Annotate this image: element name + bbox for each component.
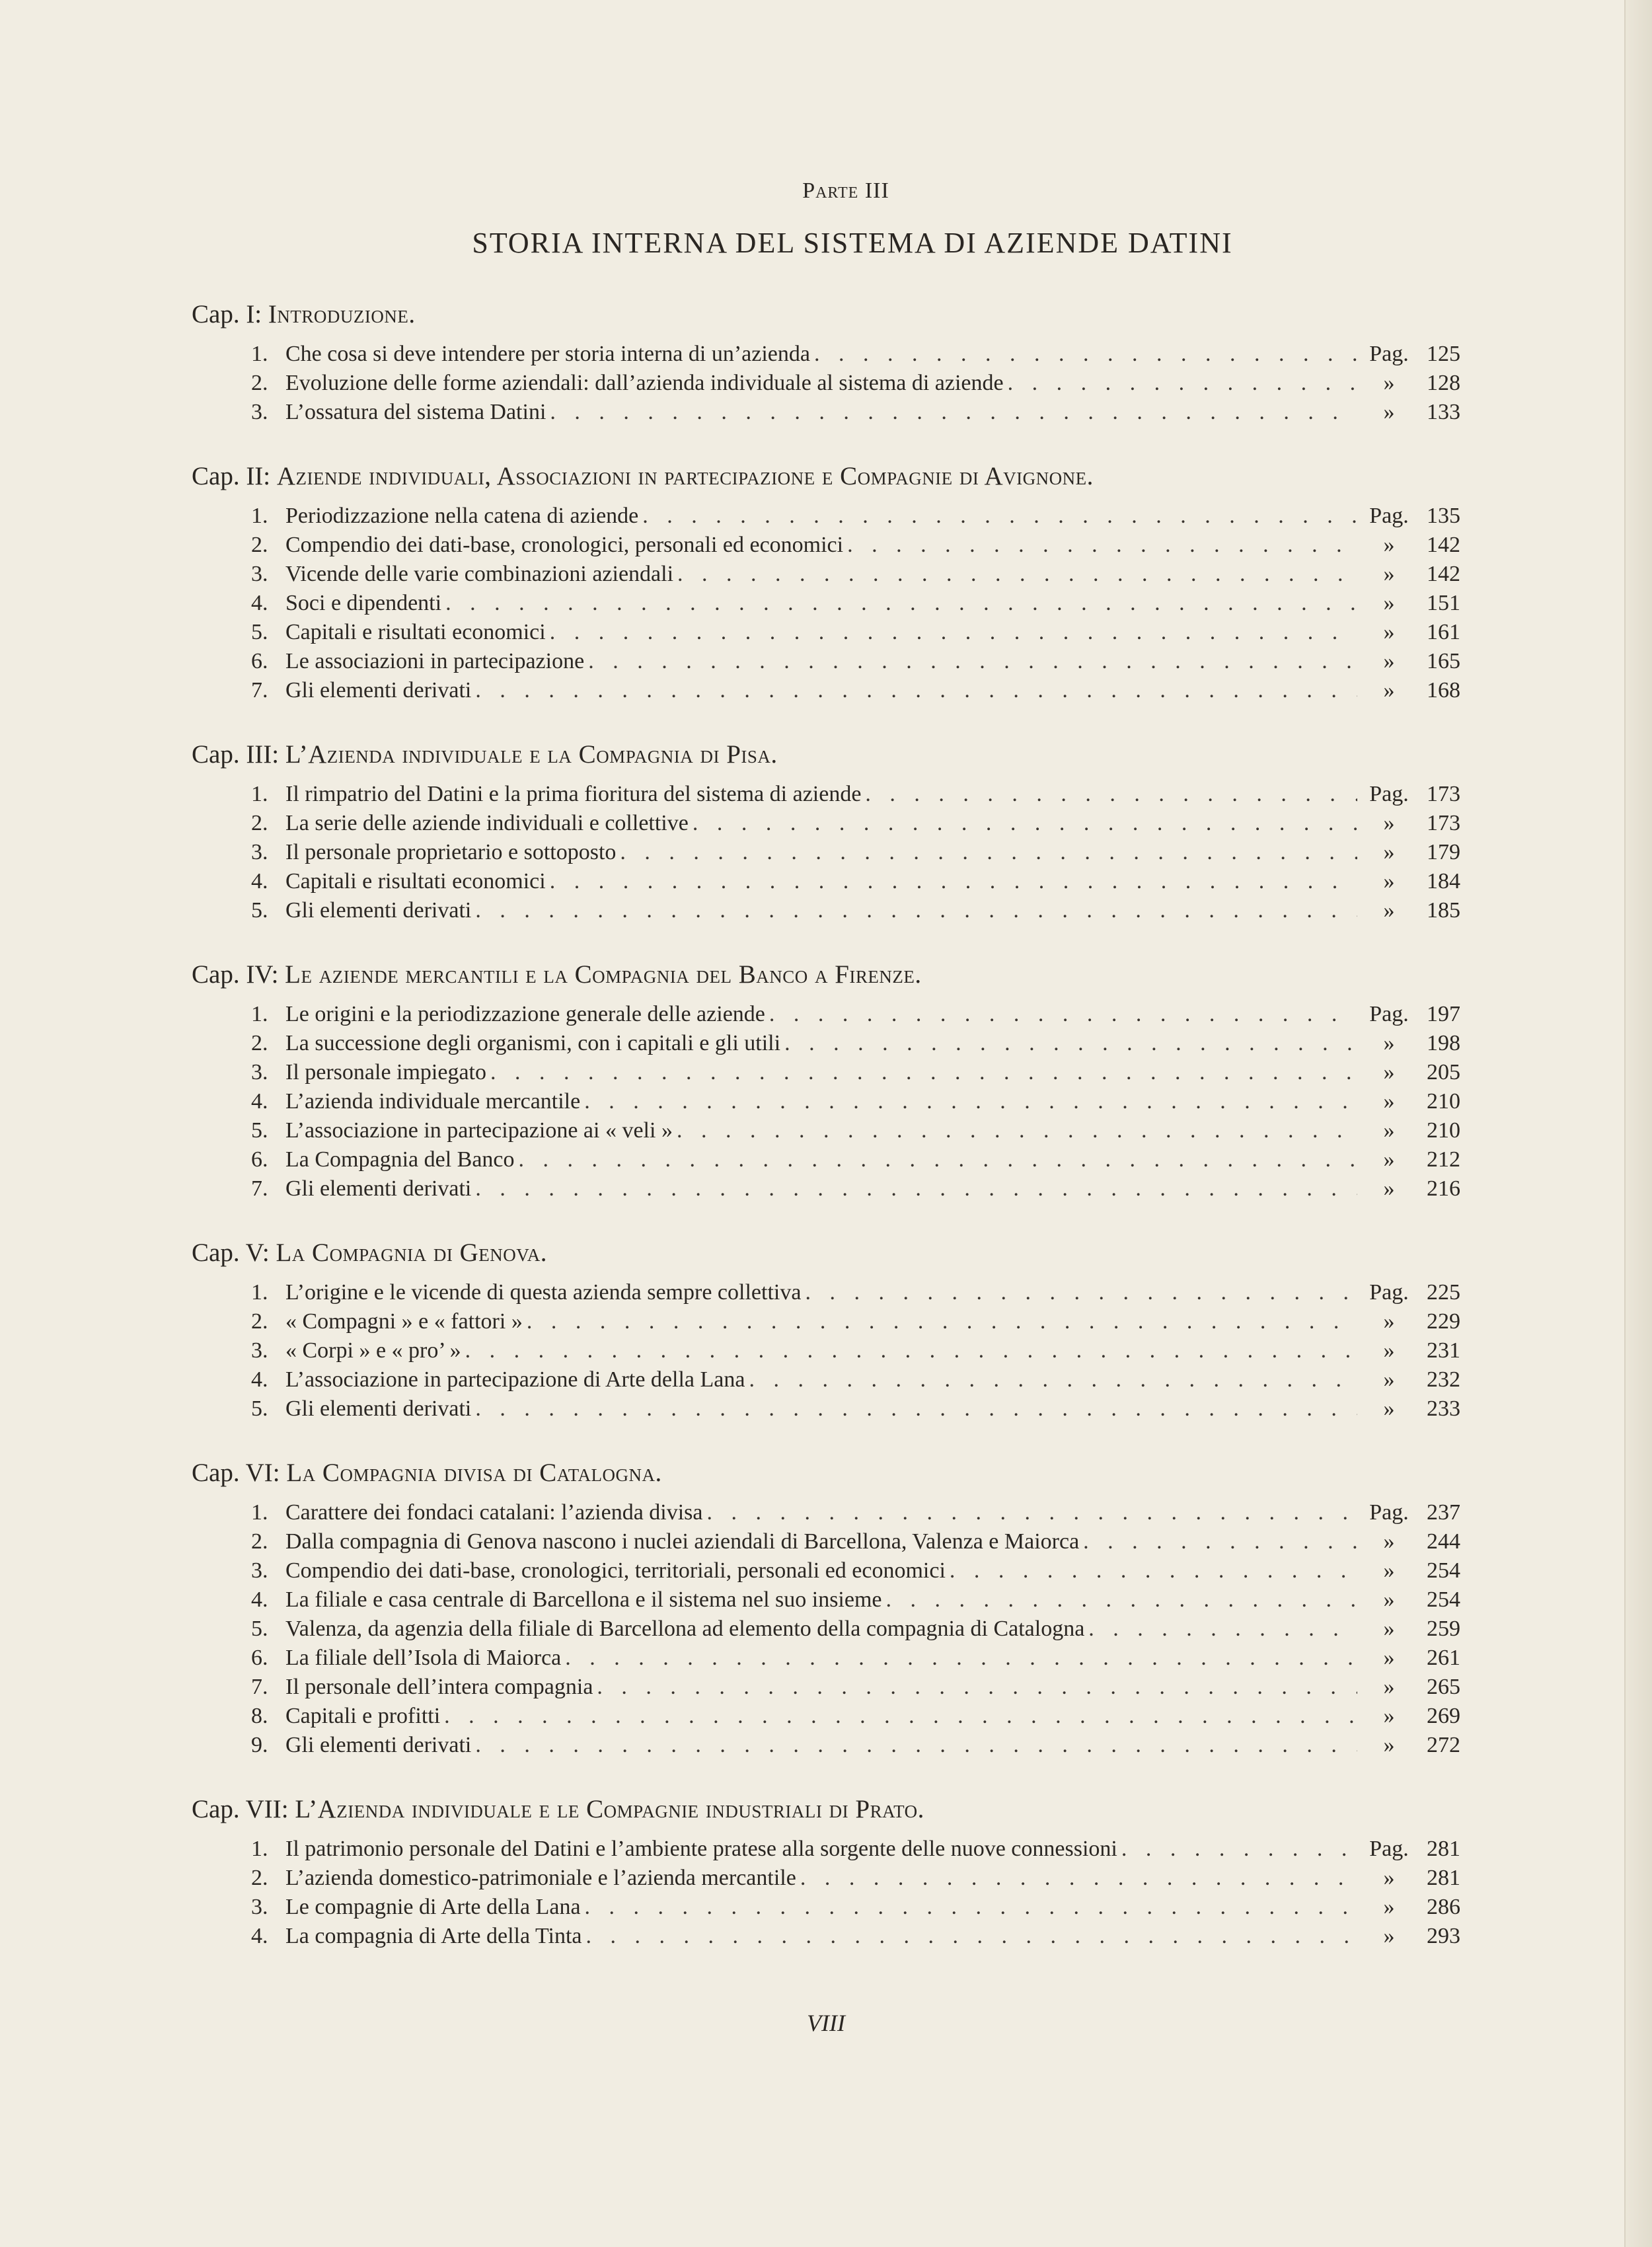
toc-entry [192,1644,1460,1673]
toc-entry [192,1365,1460,1394]
page-number-ref: 205 [1427,1060,1460,1085]
entry-number: 5. [251,898,268,923]
page-number-ref: 232 [1427,1367,1460,1392]
page-label: » [1383,371,1395,395]
entry-number: 2. [251,1309,268,1334]
entry-number: 3. [251,562,268,586]
page-label: » [1383,1529,1395,1554]
page-number-ref: 281 [1427,1837,1460,1861]
chapter-section [192,1238,1460,1424]
dot-leader [886,1585,1357,1615]
dot-leader [950,1556,1357,1585]
toc-entry [192,1498,1460,1527]
page-number-ref: 259 [1427,1617,1460,1641]
dot-leader [769,1000,1357,1029]
page-label: » [1383,1147,1395,1172]
page-label: » [1383,1675,1395,1699]
page-label: Pag. [1369,1837,1409,1861]
entry-number: 2. [251,1866,268,1890]
entry-number: 4. [251,1587,268,1612]
entry-number: 4. [251,1089,268,1114]
toc-entry [192,809,1460,838]
page-label: » [1383,678,1395,703]
entry-number: 6. [251,649,268,673]
chapter-number: Cap. IV: [192,960,279,989]
page-label: » [1383,533,1395,557]
page-label: » [1383,1176,1395,1201]
page-label: Pag. [1369,1500,1409,1525]
entry-title: Il patrimonio personale del Datini e l’ambiente pratese alla sorgente delle nuove connessioni [285,1837,1117,1861]
dot-leader [475,896,1357,925]
chapter-number: Cap. II: [192,462,271,490]
dot-leader [1008,369,1357,398]
chapter-list [192,299,1460,1951]
page-number-ref: 272 [1427,1733,1460,1757]
entry-number: 3. [251,840,268,864]
page-number-ref: 142 [1427,562,1460,586]
page-label: Pag. [1369,1280,1409,1305]
toc-entry [192,867,1460,896]
page-label: » [1383,1733,1395,1757]
dot-leader [805,1278,1357,1307]
toc-entry [192,1702,1460,1731]
entry-number: 2. [251,371,268,395]
table-of-contents [192,178,1460,1951]
page-number-ref: 168 [1427,678,1460,703]
page-number-ref: 244 [1427,1529,1460,1554]
chapter-heading [192,1238,1460,1268]
page-label: » [1383,1924,1395,1948]
entry-title: L’azienda domestico-patrimoniale e l’azienda mercantile [285,1866,796,1890]
chapter-section [192,1458,1460,1760]
dot-leader [586,1922,1357,1951]
entry-title: Capitali e profitti [285,1704,441,1728]
toc-entry [192,369,1460,398]
entry-title: Gli elementi derivati [285,1733,472,1757]
toc-entry [192,1174,1460,1203]
chapter-heading [192,1458,1460,1488]
toc-entry [192,589,1460,618]
entry-title: Dalla compagnia di Genova nascono i nuclei aziendali di Barcellona, Valenza e Maiorca [285,1529,1080,1554]
entry-number: 1. [251,504,268,528]
toc-entry [192,1336,1460,1365]
entry-title: Gli elementi derivati [285,1176,472,1201]
page-label: » [1383,1558,1395,1583]
page-label: » [1383,1396,1395,1421]
page-number-ref: 198 [1427,1031,1460,1055]
entry-title: La filiale dell’Isola di Maiorca [285,1646,562,1670]
dot-leader [588,647,1357,676]
dot-leader [475,1731,1357,1760]
entry-number: 8. [251,1704,268,1728]
toc-entry [192,340,1460,369]
dot-leader [707,1498,1357,1527]
page-number: VIII [807,2010,845,2036]
entry-title: La serie delle aziende individuali e collettive [285,811,689,835]
dot-leader [519,1145,1357,1174]
chapter-section [192,740,1460,925]
toc-entry [192,896,1460,925]
entry-title: Gli elementi derivati [285,1396,472,1421]
page-number-ref: 286 [1427,1895,1460,1919]
page-number-ref: 125 [1427,342,1460,366]
part-title: STORIA INTERNA DEL SISTEMA DI AZIENDE DATINI [472,227,1233,259]
toc-entry [192,1116,1460,1145]
toc-entry [192,1556,1460,1585]
chapter-title: La Compagnia divisa di Catalogna. [286,1459,662,1487]
chapter-title: Aziende individuali, Associazioni in partecipazione e Compagnie di Avignone. [276,462,1094,490]
toc-entry [192,780,1460,809]
toc-entry [192,1585,1460,1615]
page-number-ref: 128 [1427,371,1460,395]
chapter-number: Cap. VI: [192,1459,280,1487]
page-label: » [1383,1646,1395,1670]
page-number-ref: 135 [1427,504,1460,528]
page-number-ref: 261 [1427,1646,1460,1670]
page-label: » [1383,1895,1395,1919]
page-label: Pag. [1369,1002,1409,1026]
page-number-ref: 254 [1427,1558,1460,1583]
toc-entry [192,1864,1460,1893]
toc-entry [192,1731,1460,1760]
entry-number: 2. [251,533,268,557]
page-label: » [1383,1866,1395,1890]
chapter-title: Le aziende mercantili e la Compagnia del Banco a Firenze. [285,960,922,989]
entry-number: 5. [251,1396,268,1421]
page-label: » [1383,1309,1395,1334]
entry-number: 3. [251,1338,268,1363]
toc-entry [192,1527,1460,1556]
entry-number: 4. [251,591,268,615]
toc-entry [192,1673,1460,1702]
chapter-number: Cap. III: [192,740,280,769]
entry-number: 6. [251,1646,268,1670]
page-number-ref: 293 [1427,1924,1460,1948]
page-number-ref: 225 [1427,1280,1460,1305]
dot-leader [527,1307,1357,1336]
entry-title: Gli elementi derivati [285,678,472,703]
toc-entry [192,1087,1460,1116]
page-number-ref: 231 [1427,1338,1460,1363]
page-label: » [1383,1617,1395,1641]
entry-title: Vicende delle varie combinazioni aziendali [285,562,674,586]
dot-leader [444,1702,1357,1731]
page-number-ref: 179 [1427,840,1460,864]
page-number-ref: 210 [1427,1118,1460,1143]
chapter-section [192,461,1460,705]
dot-leader [784,1029,1357,1058]
toc-entry [192,618,1460,647]
entry-title: Il personale dell’intera compagnia [285,1675,593,1699]
dot-leader [1083,1527,1357,1556]
entry-title: Periodizzazione nella catena di aziende [285,504,639,528]
dot-leader [620,838,1357,867]
page-label: Pag. [1369,782,1409,806]
page-edge [1624,0,1652,2247]
dot-leader [847,531,1357,560]
page-label: » [1383,1118,1395,1143]
page-number-ref: 212 [1427,1147,1460,1172]
entry-title: « Corpi » e « pro’ » [285,1338,461,1363]
dot-leader [1121,1835,1357,1864]
toc-entry [192,1922,1460,1951]
entry-title: Compendio dei dati-base, cronologici, territoriali, personali ed economici [285,1558,946,1583]
entry-number: 7. [251,678,268,703]
entry-number: 1. [251,1500,268,1525]
entry-title: Che cosa si deve intendere per storia interna di un’azienda [285,342,810,366]
entry-title: Le associazioni in partecipazione [285,649,585,673]
page-number-ref: 197 [1427,1002,1460,1026]
page-number-ref: 254 [1427,1587,1460,1612]
toc-entry [192,1000,1460,1029]
page-label: » [1383,869,1395,894]
entry-number: 7. [251,1176,268,1201]
page-number-ref: 265 [1427,1675,1460,1699]
entry-number: 3. [251,1895,268,1919]
entry-title: Soci e dipendenti [285,591,442,615]
page-label: » [1383,1704,1395,1728]
dot-leader [865,780,1357,809]
page-label: » [1383,1031,1395,1055]
entry-number: 1. [251,1837,268,1861]
page-number-ref: 184 [1427,869,1460,894]
page-number-ref: 142 [1427,533,1460,557]
toc-entry [192,1145,1460,1174]
entry-number: 1. [251,1002,268,1026]
entry-title: Il rimpatrio del Datini e la prima fioritura del sistema di aziende [285,782,862,806]
entry-number: 6. [251,1147,268,1172]
dot-leader [475,1394,1357,1424]
page-label: » [1383,400,1395,424]
entry-title: Capitali e risultati economici [285,620,546,644]
dot-leader [475,1174,1357,1203]
page-number-ref: 210 [1427,1089,1460,1114]
dot-leader [550,618,1357,647]
page-label: » [1383,1060,1395,1085]
page-number-ref: 229 [1427,1309,1460,1334]
entry-number: 5. [251,620,268,644]
entry-title: Valenza, da agenzia della filiale di Barcellona ad elemento della compagnia di Catalogna [285,1617,1085,1641]
dot-leader [550,398,1357,427]
toc-entry [192,502,1460,531]
entry-title: « Compagni » e « fattori » [285,1309,523,1334]
chapter-number: Cap. VII: [192,1795,289,1823]
entry-number: 5. [251,1617,268,1641]
entry-number: 4. [251,1924,268,1948]
entry-title: La Compagnia del Banco [285,1147,515,1172]
chapter-heading [192,461,1460,491]
entry-title: La filiale e casa centrale di Barcellona e il sistema nel suo insieme [285,1587,882,1612]
dot-leader [677,1116,1357,1145]
dot-leader [445,589,1357,618]
page-number-ref: 165 [1427,649,1460,673]
dot-leader [677,560,1357,589]
entry-title: L’azienda individuale mercantile [285,1089,581,1114]
dot-leader [642,502,1357,531]
page-label: » [1383,811,1395,835]
page-number-ref: 161 [1427,620,1460,644]
entry-title: Le origini e la periodizzazione generale delle aziende [285,1002,765,1026]
page-number-ref: 151 [1427,591,1460,615]
entry-title: Il personale proprietario e sottoposto [285,840,617,864]
entry-title: Il personale impiegato [285,1060,487,1085]
page-label: » [1383,1338,1395,1363]
dot-leader [597,1673,1357,1702]
chapter-heading [192,1794,1460,1824]
toc-entry [192,531,1460,560]
dot-leader [490,1058,1357,1087]
entry-title: L’associazione in partecipazione di Arte della Lana [285,1367,745,1392]
toc-entry [192,560,1460,589]
entry-title: Evoluzione delle forme aziendali: dall’azienda individuale al sistema di aziende [285,371,1004,395]
page-label: » [1383,1367,1395,1392]
dot-leader [749,1365,1357,1394]
chapter-heading [192,960,1460,989]
page-label: » [1383,649,1395,673]
entry-number: 7. [251,1675,268,1699]
chapter-heading [192,299,1460,329]
entry-title: Carattere dei fondaci catalani: l’azienda divisa [285,1500,703,1525]
toc-entry [192,1394,1460,1424]
page-number-ref: 173 [1427,782,1460,806]
page-number-ref: 216 [1427,1176,1460,1201]
entry-title: Le compagnie di Arte della Lana [285,1895,581,1919]
toc-entry [192,1029,1460,1058]
entry-number: 1. [251,1280,268,1305]
toc-entry [192,647,1460,676]
toc-entry [192,838,1460,867]
dot-leader [465,1336,1357,1365]
entry-title: Capitali e risultati economici [285,869,546,894]
dot-leader [565,1644,1357,1673]
entry-title: L’origine e le vicende di questa azienda sempre collettiva [285,1280,802,1305]
page-number-ref: 237 [1427,1500,1460,1525]
entry-title: L’associazione in partecipazione ai « veli » [285,1118,673,1143]
dot-leader [475,676,1357,705]
dot-leader [585,1893,1357,1922]
toc-entry [192,1615,1460,1644]
page-label: » [1383,1587,1395,1612]
entry-number: 4. [251,1367,268,1392]
entry-title: L’ossatura del sistema Datini [285,400,546,424]
page-label: Pag. [1369,342,1409,366]
entry-title: La compagnia di Arte della Tinta [285,1924,582,1948]
page-number-ref: 173 [1427,811,1460,835]
chapter-number: Cap. I: [192,300,262,328]
chapter-section [192,1794,1460,1951]
page-label: » [1383,840,1395,864]
entry-number: 2. [251,1529,268,1554]
chapter-section [192,960,1460,1203]
part-label: Parte III [802,178,889,203]
toc-entry [192,398,1460,427]
toc-entry [192,1835,1460,1864]
chapter-section [192,299,1460,427]
entry-title: La successione degli organismi, con i capitali e gli utili [285,1031,781,1055]
dot-leader [800,1864,1357,1893]
chapter-heading [192,740,1460,769]
page-label: » [1383,591,1395,615]
page-number-ref: 185 [1427,898,1460,923]
toc-entry [192,1058,1460,1087]
entry-number: 1. [251,342,268,366]
toc-entry [192,676,1460,705]
entry-number: 5. [251,1118,268,1143]
entry-number: 4. [251,869,268,894]
page-number-ref: 269 [1427,1704,1460,1728]
entry-number: 2. [251,811,268,835]
dot-leader [550,867,1357,896]
entry-title: Gli elementi derivati [285,898,472,923]
page-label: » [1383,620,1395,644]
entry-number: 3. [251,1558,268,1583]
page-label: » [1383,898,1395,923]
toc-entry [192,1893,1460,1922]
entry-number: 1. [251,782,268,806]
chapter-title: L’Azienda individuale e la Compagnia di Pisa. [285,740,778,769]
entry-number: 2. [251,1031,268,1055]
page-number-ref: 133 [1427,400,1460,424]
page-label: » [1383,1089,1395,1114]
chapter-title: Introduzione. [268,300,416,328]
page-number-ref: 281 [1427,1866,1460,1890]
page-label: » [1383,562,1395,586]
page-label: Pag. [1369,504,1409,528]
entry-number: 3. [251,1060,268,1085]
entry-title: Compendio dei dati-base, cronologici, personali ed economici [285,533,844,557]
chapter-title: L’Azienda individuale e le Compagnie industriali di Prato. [295,1795,924,1823]
dot-leader [693,809,1357,838]
dot-leader [584,1087,1357,1116]
toc-entry [192,1278,1460,1307]
page-number-ref: 233 [1427,1396,1460,1421]
entry-number: 9. [251,1733,268,1757]
toc-entry [192,1307,1460,1336]
dot-leader [1088,1615,1357,1644]
chapter-number: Cap. V: [192,1238,270,1267]
chapter-title: La Compagnia di Genova. [276,1238,548,1267]
entry-number: 3. [251,400,268,424]
dot-leader [814,340,1357,369]
